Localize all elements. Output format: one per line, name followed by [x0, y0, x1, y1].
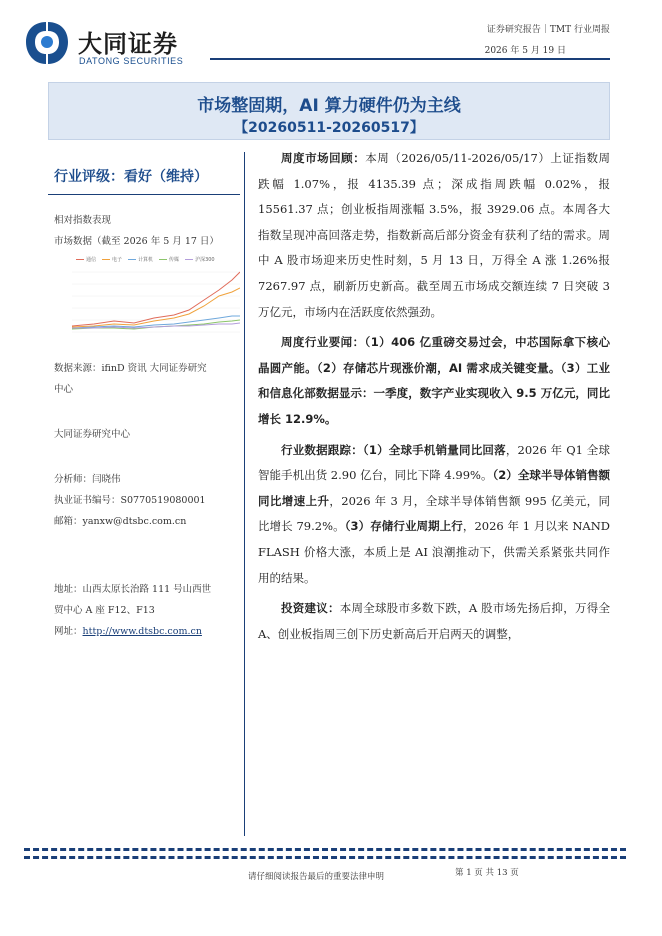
legend-swatch [76, 259, 84, 261]
institute-name: 大同证券研究中心 [54, 429, 131, 440]
data-source-line-1: 数据来源：ifinD 资讯 大同证券研究 [54, 363, 207, 374]
footer-dashed-rule-bottom [24, 856, 626, 859]
market-data-label: 市场数据（截至 2026 年 5 月 17 日） [54, 236, 219, 247]
page-number: 第 1 页 共 13 页 [455, 868, 519, 878]
certificate-number: 执业证书编号：S0770519080001 [54, 495, 206, 506]
title-banner [48, 82, 610, 140]
weekly-industry-news [258, 330, 610, 432]
index-performance-chart [54, 256, 240, 346]
address-line-2: 贸中心 A 座 F12、F13 [54, 605, 155, 616]
relative-perf-label: 相对指数表现 [54, 215, 112, 226]
header-rule [210, 58, 610, 60]
industry-data-point-1: （1）全球手机销量同比回落 [362, 442, 506, 457]
legend-item-5 [185, 256, 215, 266]
legal-notice: 请仔细阅读报告最后的重要法律申明 [248, 872, 385, 882]
legend-swatch [185, 259, 193, 261]
legend-item-3 [128, 256, 153, 266]
legend-item-4 [159, 256, 179, 266]
industry-data-text-1: ，2026 年 Q1 全球智能手机出货 2.90 亿台，同比下降 4.99%。 [258, 442, 611, 483]
industry-rating: 行业评级：看好（维持） [54, 169, 208, 185]
legend-item-2 [102, 256, 122, 266]
industry-data-text-3: ，2026 年 1 月以来 NAND FLASH 价格大涨，本质上是 AI 浪潮推动下，供需关系紧张共同作用的结果。 [258, 519, 610, 585]
footer-dashed-rule-top [24, 848, 626, 851]
report-period: 【20260511-20260517】 [234, 120, 424, 136]
data-source-line-2: 中心 [54, 384, 74, 395]
legend-swatch [159, 259, 167, 261]
weekly-market-review [258, 146, 610, 325]
legend-label: 通信 [86, 257, 97, 263]
weekly-market-review-text: 本周（2026/05/11-2026/05/17）上证指数周跌幅 1.07%，报 4135.39 点；深成指周跌幅 0.02%，报 15561.37 点；创业板指周涨幅 3.5%，报 3929.06 点。本周各大指数呈现冲高回落走势，指数新高后部分资金有获利了结的需求。周中 A 股市场迎来历史性时刻，5 月 13 日，万得全 A 涨 1.26%报 7267.97 点，刷新历史新高。截至周五市场成交额连续 7 日突破 3 万亿元，市场内在活跃度依然强劲。 [258, 151, 611, 319]
investment-advice-text: 本周全球股市多数下跌，A 股市场先扬后抑，万得全 A、创业板指周三创下历史新高后开启两天的调整， [258, 601, 610, 641]
legend-label: 电子 [112, 257, 123, 263]
series-line-2 [72, 288, 240, 327]
weekly-industry-news-text: （1）406 亿重磅交易过会，中芯国际拿下核心晶圆产能。（2）存储芯片现涨价潮，AI 需求成关键变量。（3）工业和信息化部数据显示：一季度，数字产业实现收入 9.5 万亿元，同比增长 12.9%。 [258, 335, 610, 426]
industry-data-point-3: （3）存储行业周期上行 [344, 519, 463, 534]
legend-label: 计算机 [138, 257, 154, 263]
industry-data-text-2: ，2026 年 3 月，全球半导体销售额 995 亿美元，同比增长 79.2%。 [258, 493, 610, 534]
report-body [258, 146, 610, 652]
legend-label: 传媒 [169, 257, 180, 263]
weekly-market-review-label: 周度市场回顾： [281, 151, 366, 165]
investment-advice [258, 596, 610, 647]
website-row [54, 624, 202, 640]
legend-swatch [128, 259, 136, 261]
industry-data-tracking [258, 438, 610, 592]
chart-legend [76, 256, 215, 266]
logo-mark-icon [22, 20, 70, 66]
legend-label: 沪深300 [195, 257, 215, 263]
report-type: 证券研究报告｜TMT 行业周报 [486, 25, 610, 35]
report-title: 市场整固期，AI 算力硬件仍为主线 [197, 96, 461, 116]
rating-rule [48, 194, 240, 195]
column-divider [244, 152, 245, 836]
company-logo [22, 20, 202, 68]
industry-data-label: 行业数据跟踪： [281, 442, 363, 457]
address-line-1: 地址：山西太原长治路 111 号山西世 [54, 584, 212, 595]
investment-advice-label: 投资建议： [281, 601, 340, 616]
website-label: 网址： [54, 626, 83, 637]
industry-data-point-2: （2）全球半导体销售额同比增速上升 [258, 468, 610, 508]
website-link[interactable]: http://www.dtsbc.com.cn [82, 626, 202, 637]
legend-item-1 [76, 256, 96, 266]
legend-swatch [102, 259, 110, 261]
weekly-industry-news-label: 周度行业要闻： [281, 335, 365, 350]
analyst-email: 邮箱：yanxw@dtsbc.com.cn [54, 516, 187, 527]
logo-name-cn: 大同证券 [78, 30, 178, 58]
chart-plot [54, 266, 240, 346]
analyst-name: 分析师：闫晓伟 [54, 474, 121, 485]
logo-name-en: DATONG SECURITIES [79, 56, 184, 66]
report-date: 2026 年 5 月 19 日 [484, 46, 566, 56]
